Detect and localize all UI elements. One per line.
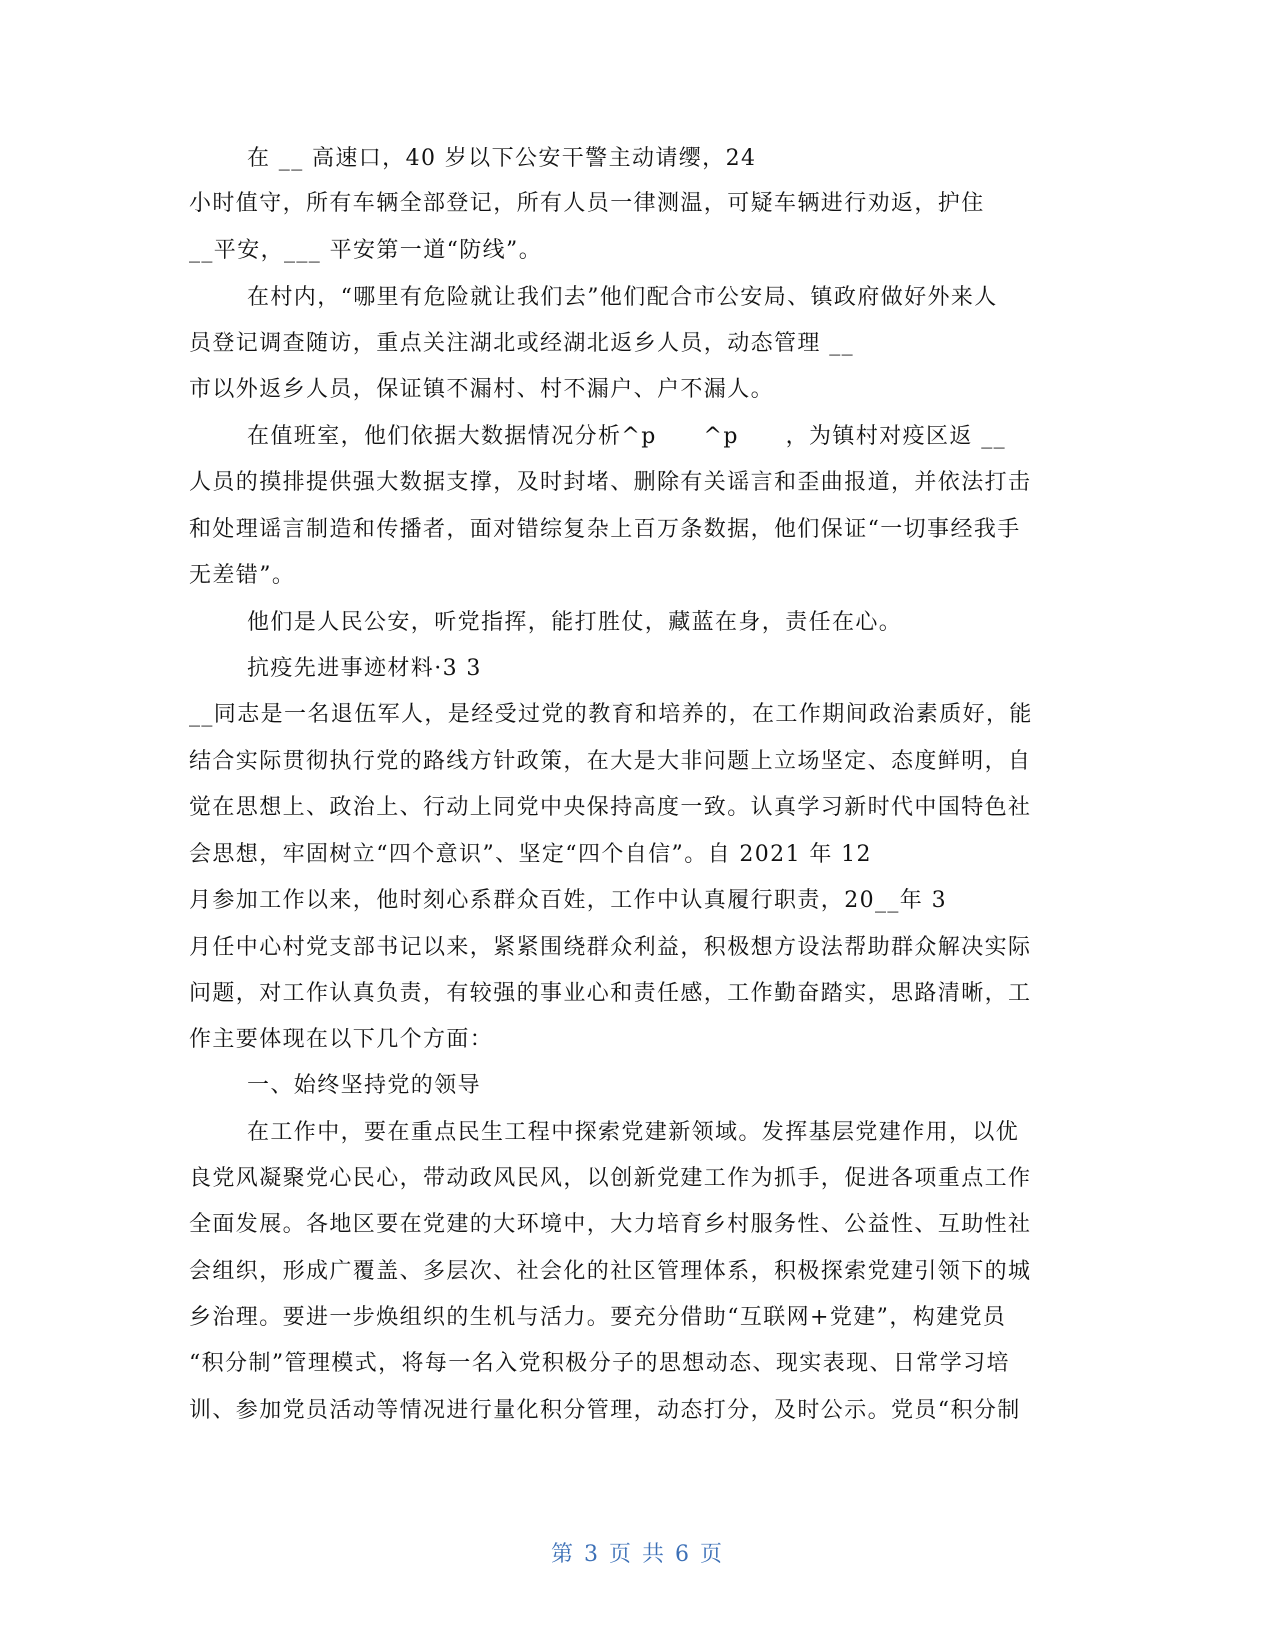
text-line: 市以外返乡人员，保证镇不漏村、村不漏户、户不漏人。 — [189, 377, 775, 402]
text-line: 会思想，牢固树立“四个意识”、坚定“四个自信”。自 2021 年 12 — [189, 842, 872, 867]
text-line: 在 __ 高速口，40 岁以下公安干警主动请缨，24 — [247, 146, 757, 171]
page-number-footer: 第 3 页 共 6 页 — [551, 1542, 724, 1567]
text-line: 他们是人民公安，听党指挥，能打胜仗，藏蓝在身，责任在心。 — [247, 610, 903, 635]
section-heading: 一、始终坚持党的领导 — [247, 1073, 482, 1098]
text-line: 训、参加党员活动等情况进行量化积分管理，动态打分，及时公示。党员“积分制 — [189, 1398, 1021, 1423]
text-line: 人员的摸排提供强大数据支撑，及时封堵、删除有关谣言和歪曲报道，并依法打击 — [189, 470, 1032, 495]
text-line: 在村内，“哪里有危险就让我们去”他们配合市公安局、镇政府做好外来人 — [247, 285, 998, 310]
text-line: 会组织，形成广覆盖、多层次、社会化的社区管理体系，积极探索党建引领下的城 — [189, 1259, 1032, 1284]
text-line: 问题，对工作认真负责，有较强的事业心和责任感，工作勤奋踏实，思路清晰，工 — [189, 981, 1032, 1006]
text-line: 员登记调查随访，重点关注湖北或经湖北返乡人员，动态管理 __ — [189, 331, 854, 356]
text-line: 乡治理。要进一步焕组织的生机与活力。要充分借助“互联网+党建”，构建党员 — [189, 1305, 1007, 1330]
text-line: 月任中心村党支部书记以来，紧紧围绕群众利益，积极想方设法帮助群众解决实际 — [189, 935, 1032, 960]
text-line: 在值班室，他们依据大数据情况分析^p ^p ，为镇村对疫区返 __ — [247, 424, 1007, 449]
text-line: 和处理谣言制造和传播者，面对错综复杂上百万条数据，他们保证“一切事经我手 — [189, 517, 1021, 542]
section-heading: 抗疫先进事迹材料·3 3 — [247, 656, 482, 681]
text-line: 良党风凝聚党心民心，带动政风民风，以创新党建工作为抓手，促进各项重点工作 — [189, 1166, 1032, 1191]
text-line: __平安，___ 平安第一道“防线”。 — [189, 238, 543, 263]
text-line: 觉在思想上、政治上、行动上同党中央保持高度一致。认真学习新时代中国特色社 — [189, 795, 1032, 820]
text-line: “积分制”管理模式，将每一名入党积极分子的思想动态、现实表现、日常学习培 — [189, 1351, 1010, 1376]
text-line: 结合实际贯彻执行党的路线方针政策，在大是大非问题上立场坚定、态度鲜明，自 — [189, 749, 1032, 774]
text-line: 作主要体现在以下几个方面： — [189, 1027, 494, 1052]
text-line: 小时值守，所有车辆全部登记，所有人员一律测温，可疑车辆进行劝返，护住 — [189, 191, 985, 216]
text-line: 在工作中，要在重点民生工程中探索党建新领域。发挥基层党建作用，以优 — [247, 1120, 1020, 1145]
text-line: 月参加工作以来，他时刻心系群众百姓，工作中认真履行职责，20__年 3 — [189, 888, 947, 913]
text-line: 全面发展。各地区要在党建的大环境中，大力培育乡村服务性、公益性、互助性社 — [189, 1212, 1032, 1237]
text-line: __同志是一名退伍军人，是经受过党的教育和培养的，在工作期间政治素质好，能 — [189, 702, 1033, 727]
text-line: 无差错”。 — [189, 563, 296, 588]
